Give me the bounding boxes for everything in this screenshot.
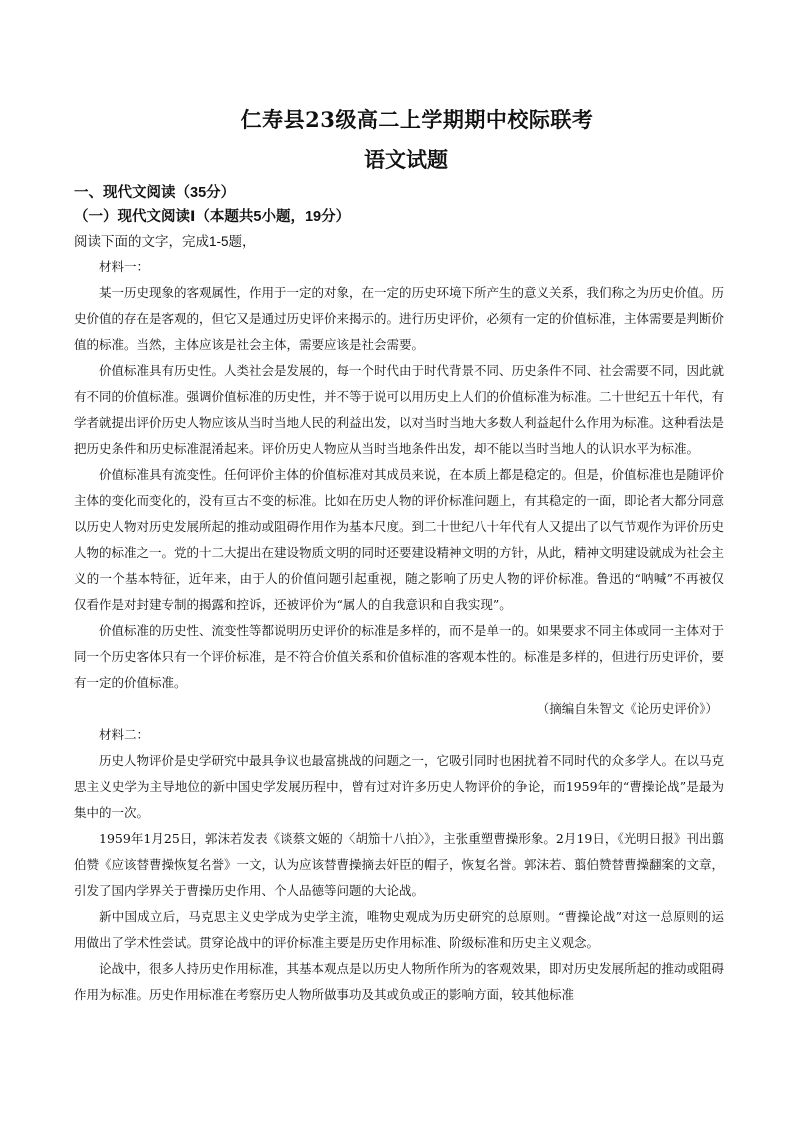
paragraph: 价值标准具有流变性。任何评价主体的价值标准对其成员来说，在本质上都是稳定的。但是，价值标准也是随评价主体的变化而变化的，没有亘古不变的标准。比如在历史人物的评价标准问题上，有其稳定的一面，即论者大都分同意以历史人物对历史发展所起的推动或阻碍作用作为基本尺度。到二十世纪八十年代有人又提出了以气节观作为评价历史人物的标准之一。党的十二大提出在建设物质文明的同时还要建设精神文明的方针，从此，精神文明建设就成为社会主义的一个基本特征，近年来，由于人的价值问题引起重视，随之影响了历史人物的评价标准。鲁迅的“呐喊”不再被仅仅看作是对封建专制的揭露和控诉，还被评价为“属人的自我意识和自我实现”。 xyxy=(74,467,725,612)
document-body xyxy=(74,181,724,1008)
exam-subject-title: 语文试题 xyxy=(364,147,448,172)
paragraph: 价值标准的历史性、流变性等都说明历史评价的标准是多样的，而不是单一的。如果要求不同主体或同一主体对于同一个历史客体只有一个评价标准，是不符合价值关系和价值标准的客观本性的。标准是多样的，但进行历史评价，要有一定的价值标准。 xyxy=(74,623,725,690)
paragraph: 价值标准具有历史性。人类社会是发展的，每一个时代由于时代背景不同、历史条件不同、社会需要不同，因此就有不同的价值标准。强调价值标准的历史性，并不等于说可以用历史上人们的价值标准为标准。二十世纪五十年代，有学者就提出评价历史人物应该从当时当地人民的利益出发，以对当时当地大多数人利益起什么作用为标准。这种看法是把历史条件和历史标准混淆起来。评价历史人物应从当时当地条件出发，却不能以当时当地人的认识水平为标准。 xyxy=(74,363,725,456)
material-one-label: 材料一： xyxy=(99,259,150,274)
paragraph: 1959年1月25日，郭沫若发表《谈蔡文姬的〈胡笳十八拍〉》，主张重塑曹操形象。2月19日，《光明日报》刊出翦伯赞《应该替曹操恢复名誉》一文，认为应该替曹操摘去奸臣的帽子，恢复名誉。郭沫若、翦伯赞替曹操翻案的文章，引发了国内学界关于曹操历史作用、个人品德等问题的大论战。 xyxy=(74,831,725,898)
reading-instruction: 阅读下面的文字，完成1-5题， xyxy=(74,234,256,249)
paragraph: 历史人物评价是史学研究中最具争议也最富挑战的问题之一，它吸引同时也困扰着不同时代的众多学人。在以马克思主义史学为主导地位的新中国史学发展历程中，曾有过对许多历史人物评价的争论，而1959年的“曹操论战”是最为集中的一次。 xyxy=(74,753,725,820)
material-one-source: （摘编自朱智文《论历史评价》） xyxy=(536,701,718,716)
exam-title: 仁寿县23级高二上学期期中校际联考 xyxy=(240,107,594,132)
material-two-label: 材料二： xyxy=(99,727,150,742)
material-one xyxy=(74,254,724,722)
paragraph: 论战中，很多人持历史作用标准，其基本观点是以历史人物所作所为的客观效果，即对历史发展所起的推动或阻碍作用为标准。历史作用标准在考察历史人物所做事功及其或负或正的影响方面，较其他标准 xyxy=(74,961,725,1002)
section-heading: 一、现代文阅读（35分） xyxy=(74,185,236,201)
paragraph: 新中国成立后，马克思主义史学成为史学主流，唯物史观成为历史研究的总原则。“曹操论战”对这一总原则的运用做出了学术性尝试。贯穿论战中的评价标准主要是历史作用标准、阶级标准和历史主义观念。 xyxy=(74,909,724,950)
material-two xyxy=(74,722,724,1008)
paragraph: 某一历史现象的客观属性，作用于一定的对象，在一定的历史环境下所产生的意义关系，我们称之为历史价值。历史价值的存在是客观的，但它又是通过历史评价来揭示的。进行历史评价，必须有一定的价值标准，主体需要是判断价值的标准。当然，主体应该是社会主体，需要应该是社会需要。 xyxy=(74,285,725,352)
sub-section-heading: （一）现代文阅读Ⅰ（本题共5小题，19分） xyxy=(74,209,351,225)
